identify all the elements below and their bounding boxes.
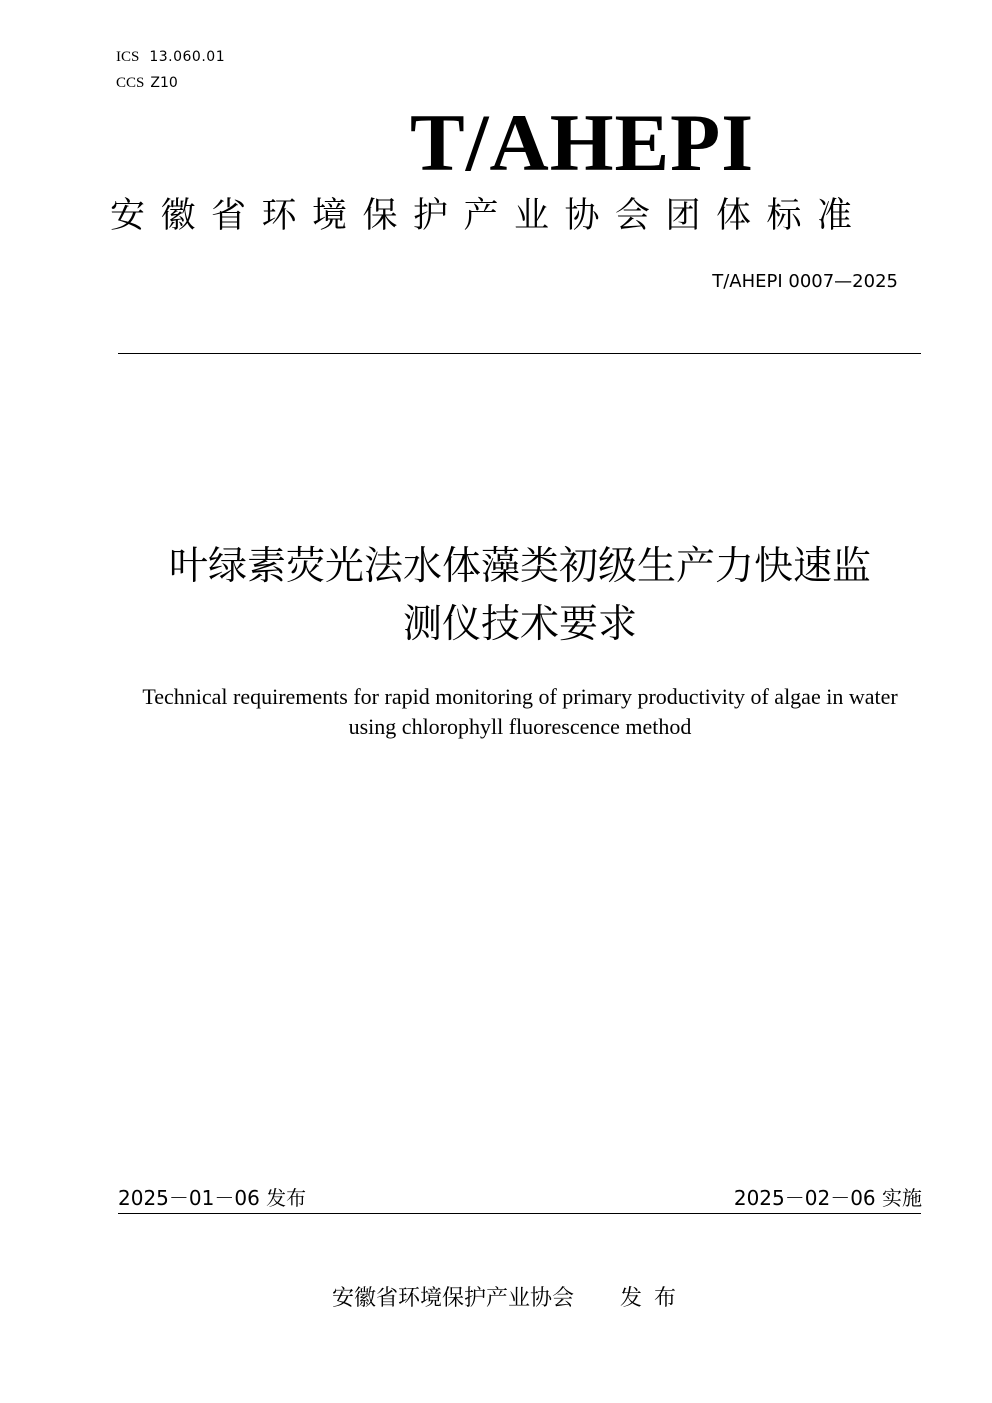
publisher-name: 安徽省环境保护产业协会 [331, 1286, 574, 1311]
chinese-title [100, 538, 940, 654]
english-title [100, 682, 940, 742]
organization-standard-heading: 安徽省环境保护产业协会团体标准 [110, 196, 868, 236]
standard-number: T/AHEPI 0007—2025 [712, 271, 898, 292]
chinese-title-line-2: 测仪技术要求 [402, 602, 637, 647]
ccs-value: Z10 [150, 75, 178, 91]
ccs-code-row [116, 75, 178, 92]
ccs-label: CCS [116, 75, 145, 91]
english-title-line-1: Technical requirements for rapid monitoring of primary productivity of algae in water [142, 684, 898, 709]
standard-brand-mark: T/AHEPI [410, 97, 755, 188]
header-divider [118, 353, 921, 354]
ics-label: ICS [116, 49, 140, 65]
implementation-date: 2025－02－06 实施 [733, 1186, 922, 1210]
english-title-line-2: using chlorophyll fluorescence method [348, 714, 692, 739]
footer-divider [118, 1213, 921, 1214]
publish-action: 发布 [620, 1286, 689, 1311]
ics-value: 13.060.01 [149, 49, 226, 65]
chinese-title-line-1: 叶绿素荧光法水体藻类初级生产力快速监 [168, 544, 871, 589]
publisher-line [100, 1281, 920, 1312]
issue-date: 2025－01－06 发布 [118, 1186, 307, 1210]
ics-code-row [116, 49, 225, 66]
